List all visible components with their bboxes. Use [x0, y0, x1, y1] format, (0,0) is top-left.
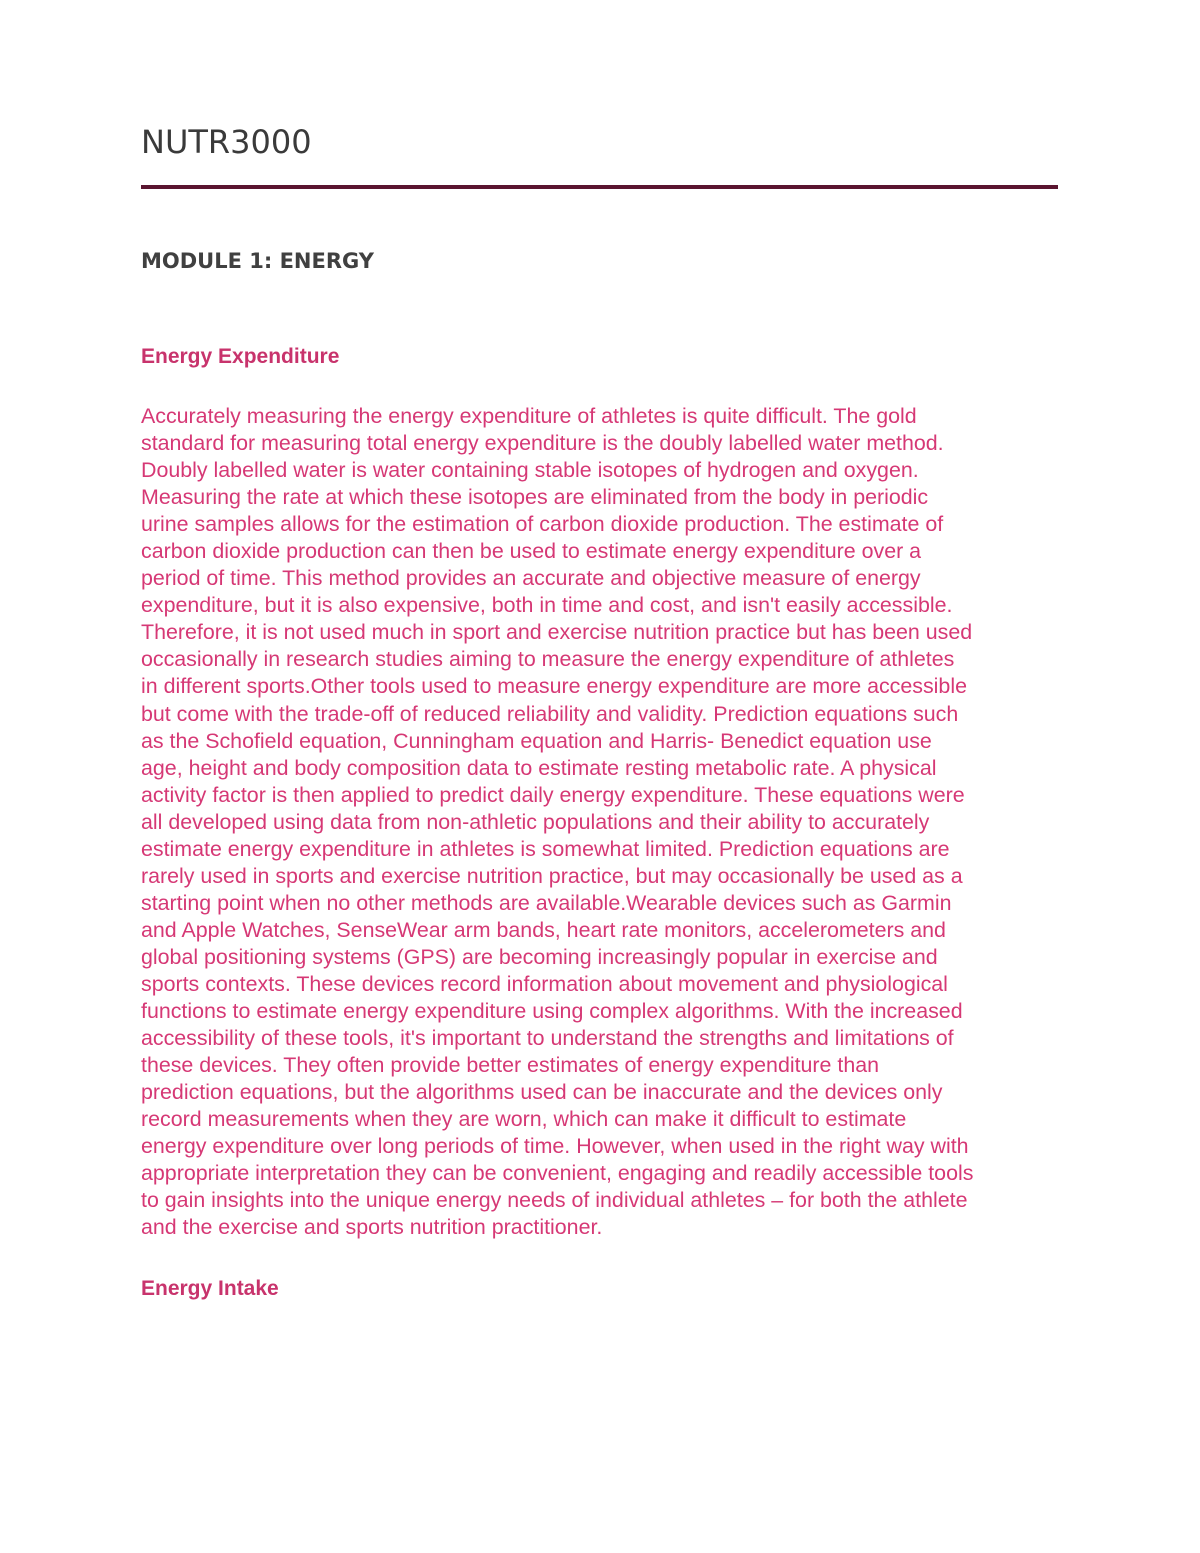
- module-heading: MODULE 1: ENERGY: [141, 249, 375, 273]
- section-heading-energy-intake: Energy Intake: [141, 1277, 279, 1300]
- energy-expenditure-paragraph: Accurately measuring the energy expenditure of athletes is quite difficult. The gold standard for measuring total energy expenditure is the doubly labelled water method. Doubly labelled water is water containing stable isotopes of hydrogen and oxygen. Measuring the rate at which these isotopes are eliminated from the body in periodic urine samples allows for the estimation of carbon dioxide production. The estimate of carbon dioxide production can then be used to estimate energy expenditure over a period of time. This method provides an accurate and objective measure of energy expenditure, but it is also expensive, both in time and cost, and isn't easily accessible. Therefore, it is not used much in sport and exercise nutrition practice but has been used occasionally in research studies aiming to measure the energy expenditure of athletes in different sports.Other tools used to measure energy expenditure are more accessible but come with the trade-off of reduced reliability and validity. Prediction equations such as the Schofield equation, Cunningham equation and Harris- Benedict equation use age, height and body composition data to estimate resting metabolic rate. A physical activity factor is then applied to predict daily energy expenditure. These equations were all developed using data from non-athletic populations and their ability to accurately estimate energy expenditure in athletes is somewhat limited. Prediction equations are rarely used in sports and exercise nutrition practice, but may occasionally be used as a starting point when no other methods are available.Wearable devices such as Garmin and Apple Watches, SenseWear arm bands, heart rate monitors, accelerometers and global positioning systems (GPS) are becoming increasingly popular in exercise and sports contexts. These devices record information about movement and physiological functions to estimate energy expenditure using complex algorithms. With the increased accessibility of these tools, it's important to understand the strengths and limitations of these devices. They often provide better estimates of energy expenditure than prediction equations, but the algorithms used can be inaccurate and the devices only record measurements when they are worn, which can make it difficult to estimate energy expenditure over long periods of time. However, when used in the right way with appropriate interpretation they can be convenient, engaging and readily accessible tools to gain insights into the unique energy needs of individual athletes – for both the athlete and the exercise and sports nutrition practitioner.: [141, 404, 974, 1240]
- title-divider: [141, 185, 1058, 189]
- document-title: NUTR3000: [141, 123, 312, 161]
- section-heading-energy-expenditure: Energy Expenditure: [141, 345, 340, 368]
